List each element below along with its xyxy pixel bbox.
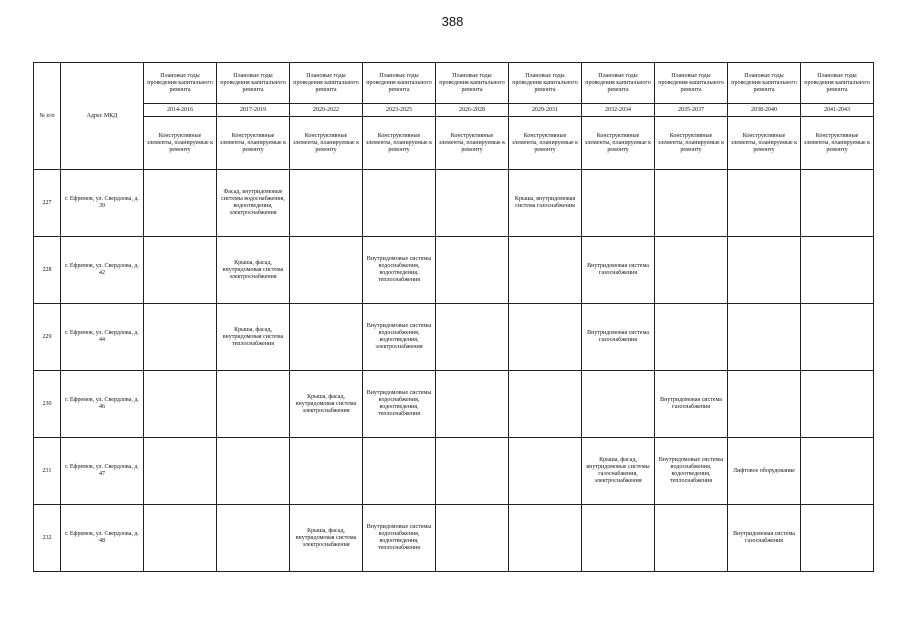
repair-elements-cell — [217, 505, 290, 572]
repair-elements-cell — [290, 237, 363, 304]
repair-elements-cell — [436, 505, 509, 572]
period-title-header: Плановые годы проведения капитального ремонта — [436, 63, 509, 104]
repair-elements-cell — [217, 371, 290, 438]
repair-elements-cell — [801, 170, 874, 237]
repair-elements-cell: Крыша, фасад, внутридомовые системы газоснабжения, электроснабжения — [582, 438, 655, 505]
repair-elements-cell — [144, 505, 217, 572]
elements-header: Конструктивные элементы, планируемые к ремонту — [801, 117, 874, 170]
repair-elements-cell: Крыша, фасад, внутридомовая система электроснабжения — [217, 237, 290, 304]
repair-elements-cell — [436, 304, 509, 371]
table-row — [34, 371, 874, 438]
repair-elements-cell — [801, 438, 874, 505]
elements-header: Конструктивные элементы, планируемые к ремонту — [363, 117, 436, 170]
repair-elements-cell: Внутридомовые системы водоснабжения, водоотведения, теплоснабжения — [655, 438, 728, 505]
repair-elements-cell — [728, 371, 801, 438]
repair-elements-cell: Лифтовое оборудование — [728, 438, 801, 505]
period-years-header: 2026-2028 — [436, 104, 509, 117]
repair-elements-cell — [363, 170, 436, 237]
repair-elements-cell — [509, 438, 582, 505]
row-address: г. Ефремов, ул. Свердлова, д. 44 — [61, 304, 144, 371]
row-address: г. Ефремов, ул. Свердлова, д. 47 — [61, 438, 144, 505]
period-title-header: Плановые годы проведения капитального ремонта — [290, 63, 363, 104]
repair-elements-cell — [363, 438, 436, 505]
repair-elements-cell — [728, 304, 801, 371]
table-row — [34, 438, 874, 505]
repair-elements-cell: Внутридомовые системы водоснабжения, водоотведения, теплоснабжения — [363, 237, 436, 304]
repair-elements-cell — [290, 304, 363, 371]
repair-elements-cell — [582, 371, 655, 438]
row-address: г. Ефремов, ул. Свердлова, д. 46 — [61, 371, 144, 438]
period-title-header: Плановые годы проведения капитального ремонта — [655, 63, 728, 104]
row-number: 228 — [34, 237, 61, 304]
elements-header: Конструктивные элементы, планируемые к ремонту — [655, 117, 728, 170]
period-years-header: 2041-2043 — [801, 104, 874, 117]
repair-elements-cell — [801, 304, 874, 371]
repair-elements-cell — [436, 170, 509, 237]
repair-elements-cell — [728, 237, 801, 304]
row-address: г. Ефремов, ул. Свердлова, д. 39 — [61, 170, 144, 237]
repair-elements-cell — [582, 505, 655, 572]
repair-elements-cell — [582, 170, 655, 237]
repair-elements-cell: Внутридомовая система газоснабжения — [582, 304, 655, 371]
repair-elements-cell — [509, 237, 582, 304]
row-number: 232 — [34, 505, 61, 572]
repair-elements-cell — [509, 371, 582, 438]
repair-elements-cell: Внутридомовая система газоснабжения — [728, 505, 801, 572]
elements-header: Конструктивные элементы, планируемые к ремонту — [728, 117, 801, 170]
repair-elements-cell — [655, 170, 728, 237]
elements-header: Конструктивные элементы, планируемые к ремонту — [217, 117, 290, 170]
repair-elements-cell: Крыша, фасад, внутридомовая система электроснабжения — [290, 505, 363, 572]
repair-elements-cell — [655, 304, 728, 371]
repair-elements-cell — [290, 438, 363, 505]
period-title-header: Плановые годы проведения капитального ремонта — [728, 63, 801, 104]
period-years-header: 2032-2034 — [582, 104, 655, 117]
address-column-header: Адрес МКД — [61, 63, 144, 170]
repair-elements-cell — [144, 304, 217, 371]
repair-elements-cell — [144, 237, 217, 304]
repair-elements-cell — [144, 438, 217, 505]
period-years-header: 2029-2031 — [509, 104, 582, 117]
period-years-header: 2020-2022 — [290, 104, 363, 117]
period-years-header: 2017-2019 — [217, 104, 290, 117]
elements-header: Конструктивные элементы, планируемые к ремонту — [582, 117, 655, 170]
repair-elements-cell — [436, 371, 509, 438]
repair-elements-cell — [801, 371, 874, 438]
page-number: 388 — [441, 14, 464, 29]
elements-header: Конструктивные элементы, планируемые к ремонту — [290, 117, 363, 170]
elements-header: Конструктивные элементы, планируемые к ремонту — [144, 117, 217, 170]
repair-elements-cell — [728, 170, 801, 237]
row-number: 229 — [34, 304, 61, 371]
table-row — [34, 170, 874, 237]
row-number: 230 — [34, 371, 61, 438]
row-address: г. Ефремов, ул. Свердлова, д. 42 — [61, 237, 144, 304]
period-title-header: Плановые годы проведения капитального ремонта — [582, 63, 655, 104]
period-title-header: Плановые годы проведения капитального ремонта — [801, 63, 874, 104]
repair-elements-cell: Внутридомовые системы водоснабжения, водоотведения, теплоснабжения — [363, 371, 436, 438]
row-number: 227 — [34, 170, 61, 237]
period-title-header: Плановые годы проведения капитального ремонта — [217, 63, 290, 104]
table-row — [34, 237, 874, 304]
period-title-header: Плановые годы проведения капитального ремонта — [144, 63, 217, 104]
elements-header: Конструктивные элементы, планируемые к ремонту — [509, 117, 582, 170]
table-row — [34, 505, 874, 572]
repair-elements-cell — [144, 170, 217, 237]
repair-elements-cell — [436, 237, 509, 304]
table-body — [34, 170, 874, 572]
repair-elements-cell: Крыша, внутридомовая система газоснабжения — [509, 170, 582, 237]
repair-elements-cell — [217, 438, 290, 505]
repair-elements-cell — [655, 237, 728, 304]
repair-elements-cell: Внутридомовые системы водоснабжения, водоотведения, электроснабжения — [363, 304, 436, 371]
repair-elements-cell: Крыша, фасад, внутридомовая система электроснабжения — [290, 371, 363, 438]
repair-elements-cell: Внутридомовые системы водоснабжения, водоотведения, теплоснабжения — [363, 505, 436, 572]
repair-elements-cell: Внутридомовая система газоснабжения — [582, 237, 655, 304]
row-number: 231 — [34, 438, 61, 505]
elements-header: Конструктивные элементы, планируемые к ремонту — [436, 117, 509, 170]
repair-elements-cell — [655, 505, 728, 572]
table-header — [34, 63, 874, 170]
row-address: г. Ефремов, ул. Свердлова, д. 48 — [61, 505, 144, 572]
period-years-header: 2014-2016 — [144, 104, 217, 117]
repair-schedule-table — [33, 62, 874, 572]
repair-elements-cell — [509, 304, 582, 371]
repair-elements-cell — [436, 438, 509, 505]
repair-elements-cell: Фасад, внутридомовые системы водоснабжения, водоотведения, электроснабжения — [217, 170, 290, 237]
period-years-header: 2023-2025 — [363, 104, 436, 117]
repair-elements-cell — [801, 505, 874, 572]
num-column-header: № п/п — [34, 63, 61, 170]
repair-elements-cell: Внутридомовая система газоснабжения — [655, 371, 728, 438]
period-title-header: Плановые годы проведения капитального ремонта — [509, 63, 582, 104]
table-row — [34, 304, 874, 371]
repair-elements-cell — [509, 505, 582, 572]
repair-elements-cell — [144, 371, 217, 438]
repair-elements-cell — [290, 170, 363, 237]
period-years-header: 2035-2037 — [655, 104, 728, 117]
repair-elements-cell: Крыша, фасад, внутридомовая система теплоснабжения — [217, 304, 290, 371]
period-title-header: Плановые годы проведения капитального ремонта — [363, 63, 436, 104]
period-years-header: 2038-2040 — [728, 104, 801, 117]
repair-elements-cell — [801, 237, 874, 304]
